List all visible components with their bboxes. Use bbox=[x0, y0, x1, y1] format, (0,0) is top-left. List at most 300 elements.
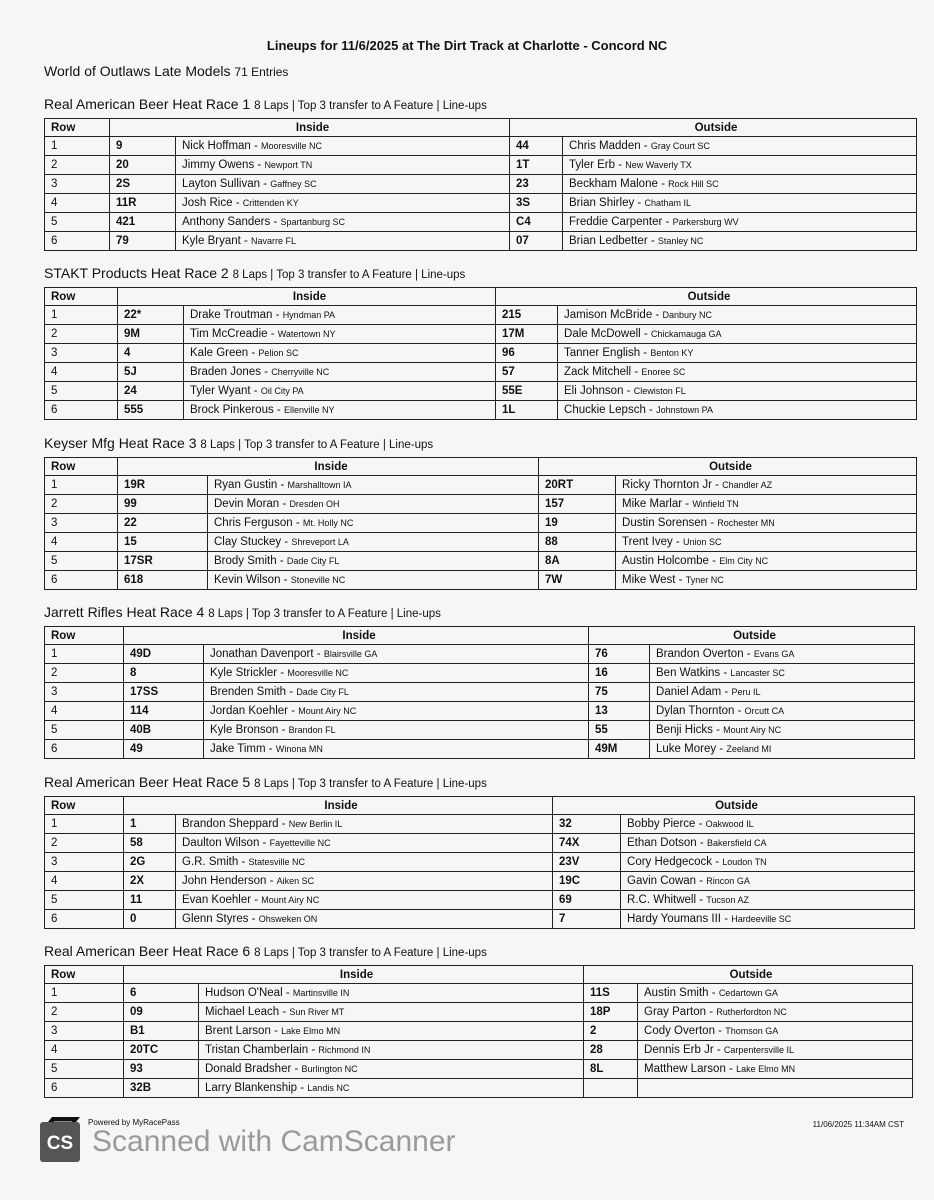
inside-driver: Devin Moran - Dresden OH bbox=[208, 495, 539, 514]
driver-name: Kyle Bryant bbox=[182, 235, 241, 247]
driver-hometown: Rutherfordton NC bbox=[716, 1007, 787, 1017]
table-row bbox=[45, 740, 915, 759]
inside-driver: Brody Smith - Dade City FL bbox=[208, 552, 539, 571]
inside-driver: Tim McCreadie - Watertown NY bbox=[184, 325, 496, 344]
table-row bbox=[45, 382, 917, 401]
outside-car-number: 07 bbox=[510, 232, 563, 251]
driver-name: Brandon Overton bbox=[656, 648, 744, 660]
table-row bbox=[45, 137, 917, 156]
driver-name: Bobby Pierce bbox=[627, 818, 696, 830]
row-number: 3 bbox=[45, 514, 118, 533]
inside-driver: Brandon Sheppard - New Berlin IL bbox=[176, 815, 553, 834]
inside-car-number: 1 bbox=[124, 815, 176, 834]
header-row bbox=[45, 627, 915, 645]
outside-car-number: 23V bbox=[553, 853, 621, 872]
driver-name: Zack Mitchell bbox=[564, 366, 632, 378]
header-row bbox=[45, 458, 917, 476]
outside-car-number: 55E bbox=[496, 382, 558, 401]
inside-car-number: 9M bbox=[118, 325, 184, 344]
table-row bbox=[45, 175, 917, 194]
outside-car-number: 49M bbox=[589, 740, 650, 759]
driver-name: Benji Hicks bbox=[656, 724, 713, 736]
outside-car-number: 17M bbox=[496, 325, 558, 344]
driver-name: Cody Overton bbox=[644, 1025, 715, 1037]
inside-driver: Donald Bradsher - Burlington NC bbox=[199, 1060, 584, 1079]
inside-driver: Braden Jones - Cherryville NC bbox=[184, 363, 496, 382]
outside-driver: Dale McDowell - Chickamauga GA bbox=[558, 325, 917, 344]
inside-header: Inside bbox=[124, 797, 553, 815]
driver-name: Nick Hoffman bbox=[182, 140, 251, 152]
driver-hometown: Mount Airy NC bbox=[723, 725, 782, 735]
inside-driver: Hudson O'Neal - Martinsville IN bbox=[199, 984, 584, 1003]
driver-hometown: Gaffney SC bbox=[270, 179, 317, 189]
inside-driver: Kyle Strickler - Mooresville NC bbox=[204, 664, 589, 683]
powered-by-text: Powered by MyRacePass bbox=[88, 1117, 180, 1127]
table-row bbox=[45, 891, 915, 910]
driver-hometown: Watertown NY bbox=[277, 329, 336, 339]
inside-car-number: 11 bbox=[124, 891, 176, 910]
driver-hometown: Rock Hill SC bbox=[668, 179, 719, 189]
driver-name: Jake Timm bbox=[210, 743, 266, 755]
table-row bbox=[45, 984, 913, 1003]
driver-name: Chuckie Lepsch bbox=[564, 404, 646, 416]
inside-car-number: 17SS bbox=[124, 683, 204, 702]
outside-driver: Matthew Larson - Lake Elmo MN bbox=[638, 1060, 913, 1079]
driver-hometown: Gray Court SC bbox=[650, 141, 710, 151]
row-header: Row bbox=[45, 627, 124, 645]
header-row bbox=[45, 288, 917, 306]
outside-driver: Mike Marlar - Winfield TN bbox=[616, 495, 917, 514]
heat-info: 8 Laps | Top 3 transfer to A Feature | Line-ups bbox=[232, 269, 466, 281]
lineup-table bbox=[44, 965, 913, 1098]
driver-name: Larry Blankenship bbox=[205, 1082, 298, 1094]
camscanner-badge-text: CS bbox=[46, 1133, 74, 1154]
driver-name: Dustin Sorensen bbox=[622, 517, 708, 529]
row-header: Row bbox=[45, 119, 110, 137]
heat-info: 8 Laps | Top 3 transfer to A Feature | Line-ups bbox=[254, 100, 487, 112]
outside-driver: Hardy Youmans III - Hardeeville SC bbox=[621, 910, 915, 929]
inside-driver: Kale Green - Pelion SC bbox=[184, 344, 496, 363]
outside-driver: Zack Mitchell - Enoree SC bbox=[558, 363, 917, 382]
driver-hometown: Clewiston FL bbox=[633, 386, 686, 396]
inside-car-number: 15 bbox=[118, 533, 208, 552]
outside-car-number: 76 bbox=[589, 645, 650, 664]
table-row bbox=[45, 363, 917, 382]
outside-driver: Cody Overton - Thomson GA bbox=[638, 1022, 913, 1041]
outside-driver: Mike West - Tyner NC bbox=[616, 571, 917, 590]
outside-car-number: 8A bbox=[539, 552, 616, 571]
row-number: 4 bbox=[45, 533, 118, 552]
outside-driver: Bobby Pierce - Oakwood IL bbox=[621, 815, 915, 834]
inside-driver: Tyler Wyant - Oil City PA bbox=[184, 382, 496, 401]
outside-driver: Daniel Adam - Peru IL bbox=[650, 683, 915, 702]
driver-hometown: Zeeland MI bbox=[726, 744, 772, 754]
inside-car-number: 09 bbox=[124, 1003, 199, 1022]
driver-name: Jimmy Owens bbox=[182, 159, 255, 171]
outside-driver: Cory Hedgecock - Loudon TN bbox=[621, 853, 915, 872]
inside-driver: Layton Sullivan - Gaffney SC bbox=[176, 175, 510, 194]
heat-info: 8 Laps | Top 3 transfer to A Feature | Line-ups bbox=[208, 608, 441, 620]
driver-hometown: Mount Airy NC bbox=[298, 706, 357, 716]
driver-hometown: Tyner NC bbox=[685, 575, 724, 585]
driver-name: Brent Larson bbox=[205, 1025, 271, 1037]
outside-car-number: 2 bbox=[584, 1022, 638, 1041]
row-number: 1 bbox=[45, 137, 110, 156]
inside-car-number: 9 bbox=[110, 137, 176, 156]
driver-hometown: Ellenville NY bbox=[283, 405, 335, 415]
entries-count: 71 Entries bbox=[234, 65, 289, 79]
row-number: 2 bbox=[45, 1003, 124, 1022]
driver-name: Austin Holcombe bbox=[622, 555, 709, 567]
inside-car-number: 5J bbox=[118, 363, 184, 382]
inside-header: Inside bbox=[124, 966, 584, 984]
heat-section bbox=[44, 96, 917, 251]
table-row bbox=[45, 232, 917, 251]
inside-car-number: 79 bbox=[110, 232, 176, 251]
row-header: Row bbox=[45, 966, 124, 984]
row-number: 5 bbox=[45, 382, 118, 401]
driver-hometown: Mooresville NC bbox=[287, 668, 349, 678]
outside-car-number: 7W bbox=[539, 571, 616, 590]
outside-car-number: 215 bbox=[496, 306, 558, 325]
driver-hometown: Thomson GA bbox=[725, 1026, 779, 1036]
outside-car-number: 8L bbox=[584, 1060, 638, 1079]
driver-hometown: Enoree SC bbox=[641, 367, 686, 377]
outside-driver: Chuckie Lepsch - Johnstown PA bbox=[558, 401, 917, 420]
outside-driver: Austin Holcombe - Elm City NC bbox=[616, 552, 917, 571]
row-header: Row bbox=[45, 288, 118, 306]
outside-header: Outside bbox=[539, 458, 917, 476]
driver-hometown: Elm City NC bbox=[719, 556, 769, 566]
heat-name: Jarrett Rifles Heat Race 4 bbox=[44, 604, 205, 620]
lineup-table bbox=[44, 457, 917, 590]
driver-name: Beckham Malone bbox=[569, 178, 658, 190]
driver-hometown: Chandler AZ bbox=[722, 480, 773, 490]
heat-name: Real American Beer Heat Race 6 bbox=[44, 943, 251, 959]
inside-driver: Kyle Bronson - Brandon FL bbox=[204, 721, 589, 740]
inside-driver: Larry Blankenship - Landis NC bbox=[199, 1079, 584, 1098]
driver-hometown: Rincon GA bbox=[706, 876, 750, 886]
driver-name: Kale Green bbox=[190, 347, 249, 359]
outside-car-number: 16 bbox=[589, 664, 650, 683]
row-number: 3 bbox=[45, 175, 110, 194]
inside-driver: Daulton Wilson - Fayetteville NC bbox=[176, 834, 553, 853]
inside-driver: Anthony Sanders - Spartanburg SC bbox=[176, 213, 510, 232]
driver-hometown: Dade City FL bbox=[286, 556, 340, 566]
outside-car-number: 3S bbox=[510, 194, 563, 213]
outside-car-number bbox=[584, 1079, 638, 1098]
outside-header: Outside bbox=[553, 797, 915, 815]
class-name: World of Outlaws Late Models bbox=[44, 63, 231, 79]
outside-driver bbox=[638, 1079, 913, 1098]
table-row bbox=[45, 683, 915, 702]
inside-header: Inside bbox=[118, 288, 496, 306]
outside-driver: Ricky Thornton Jr - Chandler AZ bbox=[616, 476, 917, 495]
driver-hometown: Stanley NC bbox=[657, 236, 704, 246]
row-header: Row bbox=[45, 458, 118, 476]
inside-car-number: 11R bbox=[110, 194, 176, 213]
outside-driver: R.C. Whitwell - Tucson AZ bbox=[621, 891, 915, 910]
outside-header: Outside bbox=[510, 119, 917, 137]
outside-driver: Tyler Erb - New Waverly TX bbox=[563, 156, 917, 175]
inside-driver: Michael Leach - Sun River MT bbox=[199, 1003, 584, 1022]
driver-hometown: Cherryville NC bbox=[271, 367, 330, 377]
inside-driver: Jonathan Davenport - Blairsville GA bbox=[204, 645, 589, 664]
heat-section bbox=[44, 265, 917, 420]
inside-car-number: 618 bbox=[118, 571, 208, 590]
inside-car-number: 58 bbox=[124, 834, 176, 853]
driver-name: Gavin Cowan bbox=[627, 875, 697, 887]
outside-driver: Austin Smith - Cedartown GA bbox=[638, 984, 913, 1003]
table-row bbox=[45, 834, 915, 853]
row-number: 6 bbox=[45, 910, 124, 929]
driver-hometown: New Berlin IL bbox=[288, 819, 343, 829]
outside-driver: Dustin Sorensen - Rochester MN bbox=[616, 514, 917, 533]
inside-car-number: 2S bbox=[110, 175, 176, 194]
driver-name: Josh Rice bbox=[182, 197, 233, 209]
row-header: Row bbox=[45, 797, 124, 815]
driver-hometown: Union SC bbox=[682, 537, 722, 547]
row-number: 2 bbox=[45, 834, 124, 853]
inside-header: Inside bbox=[118, 458, 539, 476]
inside-car-number: 421 bbox=[110, 213, 176, 232]
table-row bbox=[45, 1060, 913, 1079]
driver-name: Michael Leach bbox=[205, 1006, 280, 1018]
driver-hometown: Newport TN bbox=[264, 160, 313, 170]
driver-name: Mike Marlar bbox=[622, 498, 683, 510]
driver-name: Tanner English bbox=[564, 347, 641, 359]
class-header bbox=[44, 63, 288, 79]
inside-car-number: 49D bbox=[124, 645, 204, 664]
row-number: 1 bbox=[45, 476, 118, 495]
inside-car-number: 49 bbox=[124, 740, 204, 759]
row-number: 2 bbox=[45, 156, 110, 175]
outside-car-number: 88 bbox=[539, 533, 616, 552]
inside-driver: Evan Koehler - Mount Airy NC bbox=[176, 891, 553, 910]
driver-hometown: Mt. Holly NC bbox=[302, 518, 354, 528]
inside-car-number: 40B bbox=[124, 721, 204, 740]
heat-title bbox=[44, 774, 915, 793]
outside-car-number: C4 bbox=[510, 213, 563, 232]
driver-name: Tyler Wyant bbox=[190, 385, 251, 397]
row-number: 3 bbox=[45, 344, 118, 363]
driver-name: Tyler Erb bbox=[569, 159, 616, 171]
inside-car-number: 555 bbox=[118, 401, 184, 420]
row-number: 3 bbox=[45, 683, 124, 702]
driver-hometown: Lancaster SC bbox=[730, 668, 785, 678]
driver-name: Hudson O'Neal bbox=[205, 987, 283, 999]
outside-driver: Dylan Thornton - Orcutt CA bbox=[650, 702, 915, 721]
table-row bbox=[45, 401, 917, 420]
outside-car-number: 7 bbox=[553, 910, 621, 929]
inside-driver: Brent Larson - Lake Elmo MN bbox=[199, 1022, 584, 1041]
header-row bbox=[45, 119, 917, 137]
driver-name: Dylan Thornton bbox=[656, 705, 735, 717]
inside-car-number: 22* bbox=[118, 306, 184, 325]
row-number: 4 bbox=[45, 1041, 124, 1060]
inside-car-number: 99 bbox=[118, 495, 208, 514]
table-row bbox=[45, 1003, 913, 1022]
table-row bbox=[45, 495, 917, 514]
driver-name: Mike West bbox=[622, 574, 676, 586]
heat-title bbox=[44, 943, 913, 962]
driver-name: Jonathan Davenport bbox=[210, 648, 314, 660]
outside-car-number: 19C bbox=[553, 872, 621, 891]
outside-car-number: 23 bbox=[510, 175, 563, 194]
table-row bbox=[45, 552, 917, 571]
heat-title bbox=[44, 435, 917, 454]
outside-car-number: 20RT bbox=[539, 476, 616, 495]
driver-hometown: Lake Elmo MN bbox=[281, 1026, 341, 1036]
outside-car-number: 32 bbox=[553, 815, 621, 834]
driver-name: Braden Jones bbox=[190, 366, 261, 378]
driver-hometown: Winona MN bbox=[275, 744, 323, 754]
table-row bbox=[45, 1079, 913, 1098]
outside-car-number: 69 bbox=[553, 891, 621, 910]
table-row bbox=[45, 533, 917, 552]
inside-driver: Brenden Smith - Dade City FL bbox=[204, 683, 589, 702]
outside-driver: Benji Hicks - Mount Airy NC bbox=[650, 721, 915, 740]
row-number: 4 bbox=[45, 194, 110, 213]
outside-car-number: 1T bbox=[510, 156, 563, 175]
outside-driver: Chris Madden - Gray Court SC bbox=[563, 137, 917, 156]
driver-hometown: Loudon TN bbox=[722, 857, 767, 867]
inside-car-number: B1 bbox=[124, 1022, 199, 1041]
driver-hometown: Ohsweken ON bbox=[258, 914, 318, 924]
outside-driver: Tanner English - Benton KY bbox=[558, 344, 917, 363]
table-row bbox=[45, 514, 917, 533]
row-number: 6 bbox=[45, 571, 118, 590]
inside-header: Inside bbox=[110, 119, 510, 137]
table-row bbox=[45, 702, 915, 721]
table-row bbox=[45, 571, 917, 590]
lineup-table bbox=[44, 287, 917, 420]
driver-hometown: Benton KY bbox=[650, 348, 694, 358]
driver-hometown: Navarre FL bbox=[251, 236, 297, 246]
heat-section bbox=[44, 774, 915, 929]
table-row bbox=[45, 815, 915, 834]
driver-hometown: Mooresville NC bbox=[261, 141, 323, 151]
driver-hometown: Brandon FL bbox=[288, 725, 336, 735]
inside-driver: Tristan Chamberlain - Richmond IN bbox=[199, 1041, 584, 1060]
outside-car-number: 75 bbox=[589, 683, 650, 702]
heat-section bbox=[44, 435, 917, 590]
outside-driver: Dennis Erb Jr - Carpentersville IL bbox=[638, 1041, 913, 1060]
row-number: 6 bbox=[45, 232, 110, 251]
table-row bbox=[45, 910, 915, 929]
outside-car-number: 28 bbox=[584, 1041, 638, 1060]
driver-name: Jordan Koehler bbox=[210, 705, 288, 717]
heat-name: Real American Beer Heat Race 1 bbox=[44, 96, 251, 112]
inside-driver: Clay Stuckey - Shreveport LA bbox=[208, 533, 539, 552]
camscanner-watermark bbox=[40, 1122, 456, 1162]
outside-car-number: 55 bbox=[589, 721, 650, 740]
driver-hometown: Sun River MT bbox=[289, 1007, 345, 1017]
outside-driver: Gavin Cowan - Rincon GA bbox=[621, 872, 915, 891]
driver-name: Drake Troutman bbox=[190, 309, 273, 321]
driver-name: Hardy Youmans III bbox=[627, 913, 721, 925]
outside-driver: Ethan Dotson - Bakersfield CA bbox=[621, 834, 915, 853]
driver-hometown: Orcutt CA bbox=[744, 706, 785, 716]
driver-name: Dennis Erb Jr bbox=[644, 1044, 714, 1056]
table-row bbox=[45, 325, 917, 344]
row-number: 5 bbox=[45, 1060, 124, 1079]
driver-hometown: Shreveport LA bbox=[291, 537, 349, 547]
driver-name: Ricky Thornton Jr bbox=[622, 479, 712, 491]
row-number: 1 bbox=[45, 306, 118, 325]
table-row bbox=[45, 156, 917, 175]
driver-hometown: Statesville NC bbox=[248, 857, 305, 867]
driver-name: Evan Koehler bbox=[182, 894, 252, 906]
inside-driver: Josh Rice - Crittenden KY bbox=[176, 194, 510, 213]
driver-hometown: Dade City FL bbox=[296, 687, 349, 697]
page-title: Lineups for 11/6/2025 at The Dirt Track at Charlotte - Concord NC bbox=[266, 38, 668, 53]
driver-hometown: Rochester MN bbox=[717, 518, 775, 528]
outside-car-number: 157 bbox=[539, 495, 616, 514]
driver-name: John Henderson bbox=[182, 875, 267, 887]
heat-name: Real American Beer Heat Race 5 bbox=[44, 774, 251, 790]
inside-car-number: 19R bbox=[118, 476, 208, 495]
driver-name: Layton Sullivan bbox=[182, 178, 260, 190]
driver-hometown: Blairsville GA bbox=[323, 649, 378, 659]
inside-car-number: 22 bbox=[118, 514, 208, 533]
driver-hometown: Burlington NC bbox=[301, 1064, 358, 1074]
driver-hometown: Tucson AZ bbox=[706, 895, 749, 905]
row-number: 4 bbox=[45, 872, 124, 891]
inside-car-number: 17SR bbox=[118, 552, 208, 571]
driver-name: Daulton Wilson bbox=[182, 837, 260, 849]
row-number: 2 bbox=[45, 325, 118, 344]
row-number: 3 bbox=[45, 1022, 124, 1041]
driver-name: Austin Smith bbox=[644, 987, 709, 999]
row-number: 4 bbox=[45, 363, 118, 382]
driver-hometown: Oakwood IL bbox=[705, 819, 754, 829]
outside-driver: Beckham Malone - Rock Hill SC bbox=[563, 175, 917, 194]
driver-hometown: Evans GA bbox=[753, 649, 795, 659]
table-row bbox=[45, 213, 917, 232]
driver-name: Ryan Gustin bbox=[214, 479, 278, 491]
driver-name: Clay Stuckey bbox=[214, 536, 282, 548]
driver-name: Dale McDowell bbox=[564, 328, 641, 340]
driver-hometown: Winfield TN bbox=[692, 499, 739, 509]
driver-name: Kyle Bronson bbox=[210, 724, 279, 736]
driver-hometown: Oil City PA bbox=[260, 386, 304, 396]
driver-name: Brody Smith bbox=[214, 555, 277, 567]
table-row bbox=[45, 853, 915, 872]
inside-driver: Jordan Koehler - Mount Airy NC bbox=[204, 702, 589, 721]
outside-car-number: 44 bbox=[510, 137, 563, 156]
inside-driver: Chris Ferguson - Mt. Holly NC bbox=[208, 514, 539, 533]
heat-info: 8 Laps | Top 3 transfer to A Feature | Line-ups bbox=[254, 778, 487, 790]
inside-driver: Nick Hoffman - Mooresville NC bbox=[176, 137, 510, 156]
table-row bbox=[45, 645, 915, 664]
inside-car-number: 32B bbox=[124, 1079, 199, 1098]
outside-driver: Jamison McBride - Danbury NC bbox=[558, 306, 917, 325]
table-row bbox=[45, 476, 917, 495]
driver-name: Luke Morey bbox=[656, 743, 717, 755]
driver-hometown: Lake Elmo MN bbox=[736, 1064, 796, 1074]
row-number: 5 bbox=[45, 213, 110, 232]
inside-driver: Glenn Styres - Ohsweken ON bbox=[176, 910, 553, 929]
driver-name: Chris Madden bbox=[569, 140, 641, 152]
driver-hometown: Pelion SC bbox=[258, 348, 299, 358]
driver-hometown: Danbury NC bbox=[662, 310, 712, 320]
lineup-table bbox=[44, 626, 915, 759]
driver-hometown: Chatham IL bbox=[644, 198, 691, 208]
driver-name: Brandon Sheppard bbox=[182, 818, 279, 830]
driver-name: Jamison McBride bbox=[564, 309, 653, 321]
inside-driver: Jake Timm - Winona MN bbox=[204, 740, 589, 759]
